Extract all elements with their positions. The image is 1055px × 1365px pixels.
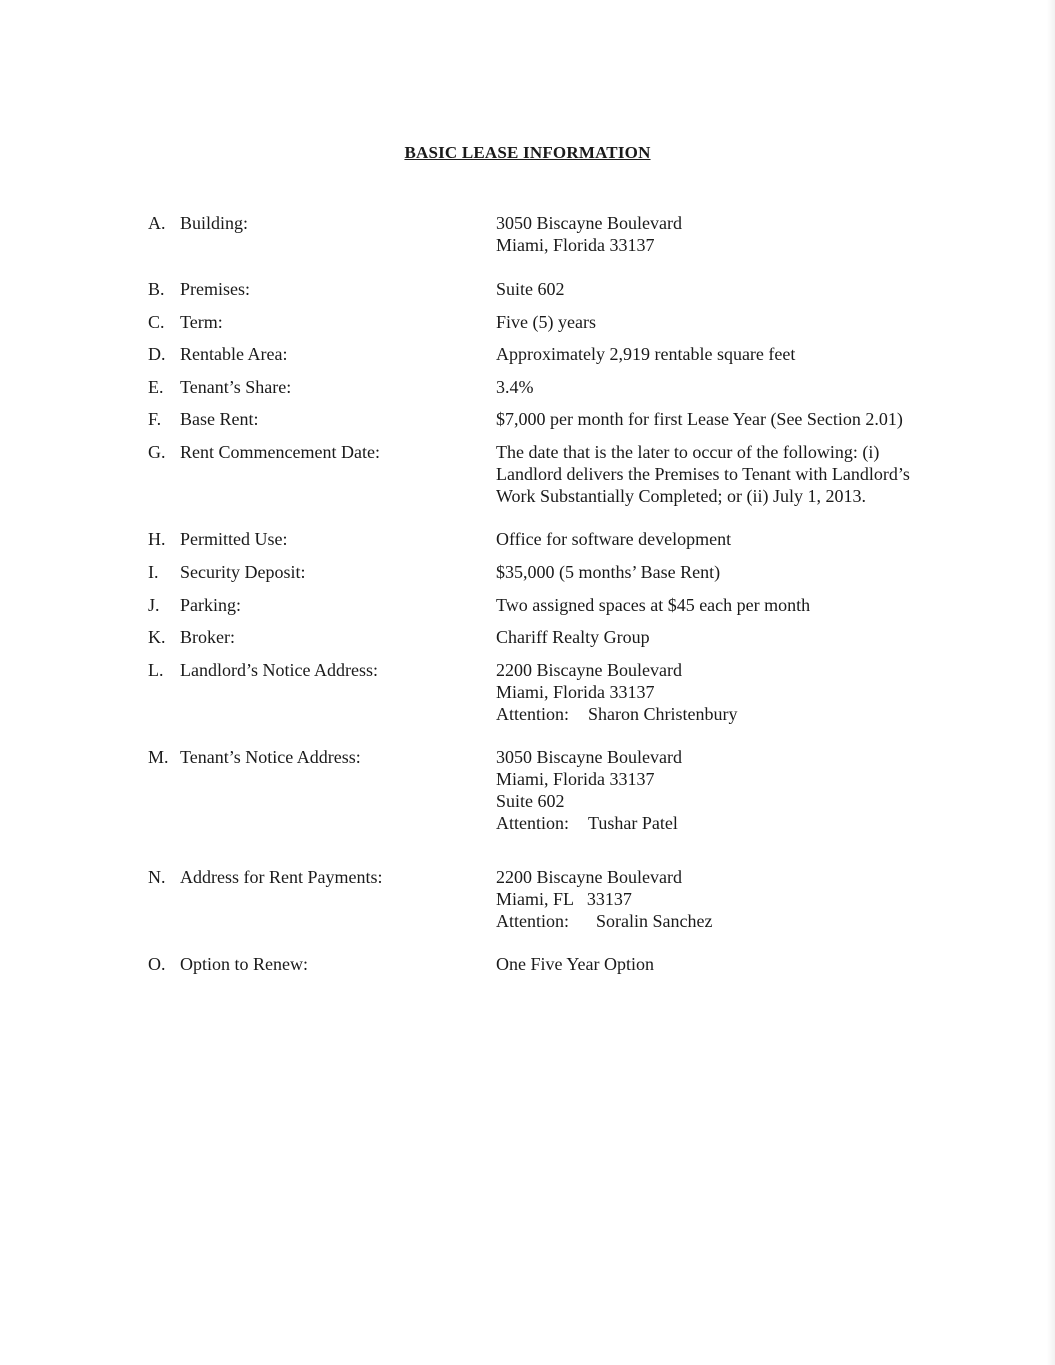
item-label: Option to Renew:	[180, 954, 308, 974]
value-line: Chariff Realty Group	[496, 627, 650, 647]
value-line: Five (5) years	[496, 312, 596, 332]
item-label: Parking:	[180, 595, 241, 615]
item-letter: H.	[148, 529, 166, 549]
item-value	[496, 376, 946, 398]
item-letter: D.	[148, 344, 166, 364]
item-value	[496, 212, 946, 256]
item-letter: N.	[148, 867, 166, 887]
attention-name: Sharon Christenbury	[588, 704, 738, 724]
item-letter: O.	[148, 954, 166, 974]
attention-line	[496, 703, 946, 725]
item-letter: E.	[148, 377, 164, 397]
value-line: 3050 Biscayne Boulevard	[496, 213, 682, 233]
item-value	[496, 561, 946, 583]
item-value	[496, 953, 946, 975]
item-letter: J.	[148, 595, 160, 615]
item-value	[496, 311, 946, 333]
value-line: Suite 602	[496, 791, 565, 811]
item-letter: B.	[148, 279, 165, 299]
attention-label: Attention:	[496, 813, 569, 833]
value-line: Work Substantially Completed; or (ii) July 1, 2013.	[496, 486, 867, 506]
item-label: Security Deposit:	[180, 562, 306, 582]
page-edge-shadow	[1047, 0, 1055, 1365]
item-letter: I.	[148, 562, 159, 582]
item-letter: C.	[148, 312, 165, 332]
value-line: Miami, FL 33137	[496, 889, 632, 909]
value-line: Suite 602	[496, 279, 565, 299]
item-label: Building:	[180, 213, 249, 233]
item-label: Tenant’s Share:	[180, 377, 292, 397]
item-label: Term:	[180, 312, 223, 332]
attention-label: Attention:	[496, 911, 569, 931]
item-value	[496, 278, 946, 300]
value-line: 2200 Biscayne Boulevard	[496, 867, 682, 887]
item-label: Broker:	[180, 627, 235, 647]
value-line: Miami, Florida 33137	[496, 235, 655, 255]
item-letter: K.	[148, 627, 166, 647]
item-value	[496, 594, 946, 616]
value-line: The date that is the later to occur of the following: (i)	[496, 442, 880, 462]
item-value	[496, 343, 946, 365]
value-line: Miami, Florida 33137	[496, 682, 655, 702]
item-label: Address for Rent Payments:	[180, 867, 383, 887]
item-letter: G.	[148, 442, 166, 462]
item-label: Base Rent:	[180, 409, 259, 429]
item-label: Rentable Area:	[180, 344, 288, 364]
attention-line	[496, 910, 946, 932]
value-line: Approximately 2,919 rentable square feet	[496, 344, 796, 364]
attention-label: Attention:	[496, 704, 569, 724]
document-title: BASIC LEASE INFORMATION	[404, 143, 651, 162]
item-letter: L.	[148, 660, 164, 680]
value-line: $7,000 per month for first Lease Year (See Section 2.01)	[496, 409, 903, 429]
item-label: Premises:	[180, 279, 250, 299]
item-value	[496, 626, 946, 648]
attention-name: Soralin Sanchez	[596, 911, 713, 931]
item-label: Tenant’s Notice Address:	[180, 747, 361, 767]
item-value	[496, 528, 946, 550]
attention-line	[496, 812, 946, 834]
item-label: Rent Commencement Date:	[180, 442, 380, 462]
value-line: $35,000 (5 months’ Base Rent)	[496, 562, 721, 582]
item-value	[496, 408, 946, 430]
item-letter: M.	[148, 747, 169, 767]
item-value	[496, 746, 946, 834]
value-line: Landlord delivers the Premises to Tenant with Landlord’s	[496, 464, 910, 484]
value-line: 3050 Biscayne Boulevard	[496, 747, 682, 767]
item-letter: A.	[148, 213, 166, 233]
item-letter: F.	[148, 409, 162, 429]
item-label: Permitted Use:	[180, 529, 288, 549]
attention-name: Tushar Patel	[588, 813, 678, 833]
value-line: Two assigned spaces at $45 each per month	[496, 595, 811, 615]
item-value	[496, 866, 946, 932]
item-label: Landlord’s Notice Address:	[180, 660, 378, 680]
value-line: One Five Year Option	[496, 954, 654, 974]
value-line: Miami, Florida 33137	[496, 769, 655, 789]
value-line: 3.4%	[496, 377, 534, 397]
item-value	[496, 659, 946, 725]
item-value	[496, 441, 946, 507]
value-line: Office for software development	[496, 529, 732, 549]
value-line: 2200 Biscayne Boulevard	[496, 660, 682, 680]
